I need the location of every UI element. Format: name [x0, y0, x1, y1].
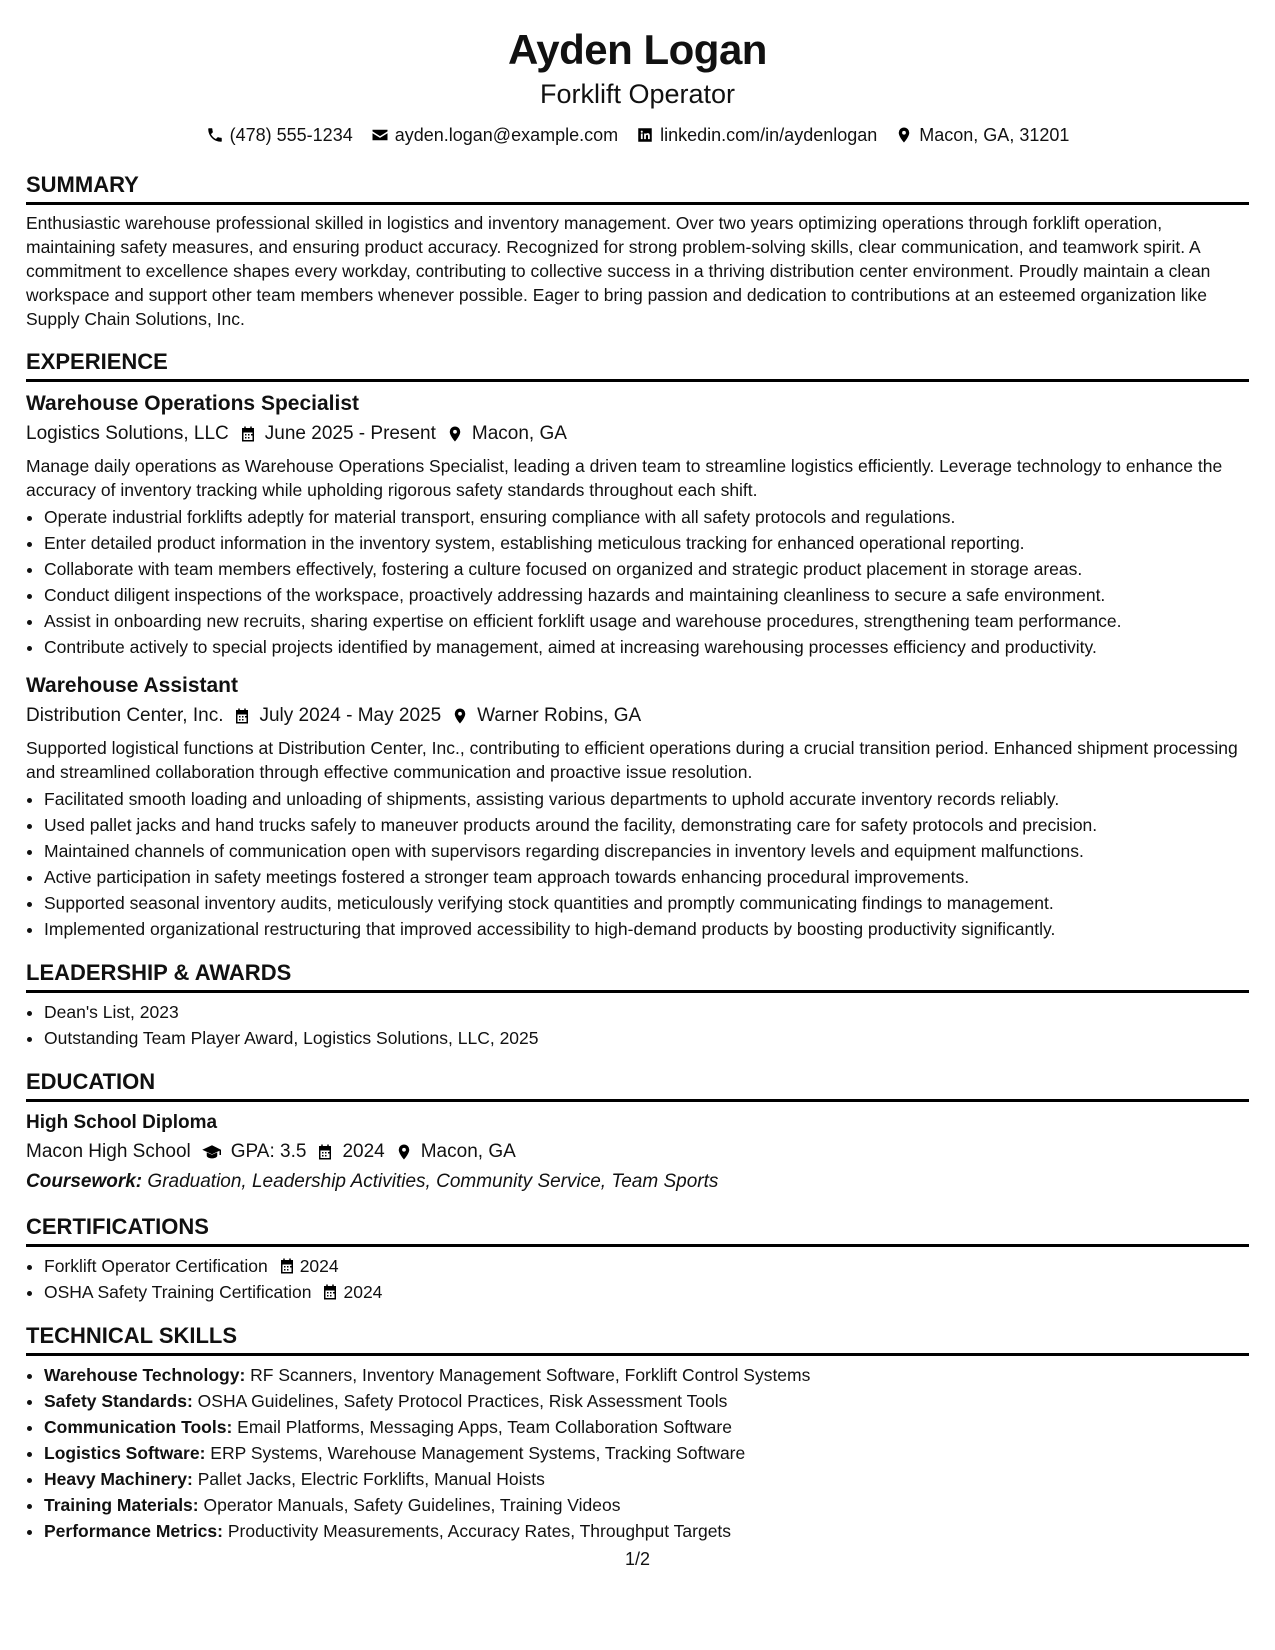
section-title-skills: TECHNICAL SKILLS — [26, 1323, 1249, 1356]
skill-label: Heavy Machinery: — [44, 1469, 193, 1489]
job-title: Warehouse Operations Specialist — [26, 392, 359, 415]
list-item — [44, 1492, 1249, 1518]
skill-value: OSHA Guidelines, Safety Protocol Practices, Risk Assessment Tools — [197, 1391, 728, 1411]
skill-label: Communication Tools: — [44, 1417, 233, 1437]
education-meta — [26, 1138, 1249, 1166]
job-title: Warehouse Assistant — [26, 674, 238, 697]
email-text[interactable]: ayden.logan@example.com — [394, 125, 619, 145]
section-title-summary: SUMMARY — [26, 172, 1249, 205]
job-meta — [26, 702, 1249, 730]
list-item — [44, 1440, 1249, 1466]
cert-name: • OSHA Safety Training Certification — [44, 1282, 312, 1302]
skill-value: Email Platforms, Messaging Apps, Team Collaboration Software — [237, 1417, 732, 1437]
map-pin-icon — [451, 707, 469, 725]
list-item: • Operate industrial forklifts adeptly for material transport, ensuring compliance with all safety protocols and regulations. — [44, 504, 1249, 530]
job-bullets — [26, 504, 1249, 660]
list-item: • Conduct diligent inspections of the workspace, proactively addressing hazards and maintaining cleanliness to secure a safe environment. — [44, 582, 1249, 608]
job-company: Distribution Center, Inc. — [26, 705, 224, 726]
contact-bar — [26, 124, 1249, 146]
job-company: Logistics Solutions, LLC — [26, 423, 229, 444]
list-item: • Maintained channels of communication open with supervisors regarding discrepancies in inventory levels and equipment malfunctions. — [44, 838, 1249, 864]
job-bullets — [26, 786, 1249, 942]
calendar-icon — [233, 707, 251, 725]
candidate-title: Forklift Operator — [539, 79, 736, 109]
calendar-icon — [278, 1257, 296, 1275]
summary-section — [26, 172, 1249, 331]
list-item: • Active participation in safety meetings fostered a stronger team approach towards enhancing procedural improvements. — [44, 864, 1249, 890]
list-item: • Dean's List, 2023 — [44, 999, 1249, 1025]
certifications-list — [26, 1253, 1249, 1305]
calendar-icon — [239, 425, 257, 443]
job-dates: June 2025 - Present — [264, 423, 436, 444]
leadership-list — [26, 999, 1249, 1051]
school-location: Macon, GA — [420, 1141, 516, 1162]
list-item: • Enter detailed product information in the inventory system, establishing meticulous tracking for enhanced operational reporting. — [44, 530, 1249, 556]
cert-name: • Forklift Operator Certification — [44, 1256, 268, 1276]
envelope-icon — [371, 126, 389, 144]
contact-phone — [206, 124, 353, 146]
map-pin-icon — [395, 1143, 413, 1161]
resume-header — [26, 24, 1249, 146]
skill-label: Safety Standards: — [44, 1391, 193, 1411]
list-item: • Facilitated smooth loading and unloading of shipments, assisting various departments to uphold accurate inventory records reliably. — [44, 786, 1249, 812]
contact-email[interactable] — [371, 124, 618, 146]
list-item: • Contribute actively to special projects identified by management, aimed at increasing warehousing processes efficiency and productivity. — [44, 634, 1249, 660]
calendar-icon — [321, 1283, 339, 1301]
linkedin-icon — [636, 126, 654, 144]
skills-list — [26, 1362, 1249, 1544]
cert-year: 2024 — [343, 1282, 383, 1302]
list-item: • Assist in onboarding new recruits, sharing expertise on efficient forklift usage and warehouse procedures, strengthening team performance. — [44, 608, 1249, 634]
section-title-leadership: LEADERSHIP & AWARDS — [26, 960, 1249, 993]
list-item: • Supported seasonal inventory audits, meticulously verifying stock quantities and promptly communicating findings to management. — [44, 890, 1249, 916]
list-item: • Collaborate with team members effectively, fostering a culture focused on organized and strategic product placement in storage areas. — [44, 556, 1249, 582]
list-item — [44, 1466, 1249, 1492]
cert-year: 2024 — [299, 1256, 339, 1276]
contact-linkedin[interactable] — [636, 124, 877, 146]
graduation-cap-icon — [201, 1143, 223, 1161]
list-item — [44, 1414, 1249, 1440]
job-dates: July 2024 - May 2025 — [259, 705, 442, 726]
skill-value: RF Scanners, Inventory Management Software, Forklift Control Systems — [250, 1365, 811, 1385]
list-item: • Implemented organizational restructuring that improved accessibility to high-demand products by boosting productivity significantly. — [44, 916, 1249, 942]
certifications-section — [26, 1214, 1249, 1305]
list-item: • Outstanding Team Player Award, Logistics Solutions, LLC, 2025 — [44, 1025, 1249, 1051]
skill-label: Logistics Software: — [44, 1443, 206, 1463]
map-pin-icon — [895, 126, 913, 144]
degree-title: High School Diploma — [26, 1112, 218, 1133]
skill-label: Training Materials: — [44, 1495, 199, 1515]
skills-section — [26, 1323, 1249, 1544]
map-pin-icon — [446, 425, 464, 443]
skill-value: Productivity Measurements, Accuracy Rates, Throughput Targets — [227, 1521, 732, 1541]
skill-value: ERP Systems, Warehouse Management Systems, Tracking Software — [210, 1443, 746, 1463]
phone-text: (478) 555-1234 — [229, 125, 353, 145]
section-title-experience: EXPERIENCE — [26, 349, 1249, 382]
school-name: Macon High School — [26, 1141, 191, 1162]
graduation-year: 2024 — [342, 1141, 385, 1162]
contact-location — [895, 124, 1069, 146]
education-section — [26, 1069, 1249, 1196]
coursework-text: Graduation, Leadership Activities, Community Service, Team Sports — [147, 1171, 719, 1192]
coursework-label: Coursework: — [26, 1171, 143, 1192]
gpa-text: GPA: 3.5 — [230, 1141, 307, 1162]
page-number: 1/2 — [624, 1549, 651, 1569]
job-location: Macon, GA — [471, 423, 567, 444]
location-text: Macon, GA, 31201 — [919, 125, 1070, 145]
job-location: Warner Robins, GA — [477, 705, 642, 726]
list-item — [44, 1253, 1249, 1279]
skill-label: Warehouse Technology: — [44, 1365, 246, 1385]
list-item — [44, 1362, 1249, 1388]
skill-value: Pallet Jacks, Electric Forklifts, Manual Hoists — [197, 1469, 545, 1489]
calendar-icon — [316, 1143, 334, 1161]
summary-text: Enthusiastic warehouse professional skilled in logistics and inventory management. Over two years optimizing operations through forklift operation, maintaining safety measures, and ensuring product accuracy. Recognized for strong problem-solving skills, clear communication, and teamwork spirit. A commitment to excellence shapes every workday, contributing to collective success in a thriving distribution center environment. Proudly maintain a clean workspace and support other team members whenever possible. Eager to bring passion and dedication to contributions at an esteemed organization like Supply Chain Solutions, Inc. — [26, 213, 1211, 329]
job-meta — [26, 420, 1249, 448]
section-title-education: EDUCATION — [26, 1069, 1249, 1102]
coursework — [26, 1168, 1249, 1196]
list-item: • Used pallet jacks and hand trucks safely to maneuver products around the facility, demonstrating care for safety protocols and precision. — [44, 812, 1249, 838]
job-entry — [26, 672, 1249, 942]
phone-icon — [206, 126, 224, 144]
job-entry — [26, 390, 1249, 660]
candidate-name: Ayden Logan — [508, 26, 767, 73]
skill-label: Performance Metrics: — [44, 1521, 223, 1541]
job-description: Manage daily operations as Warehouse Operations Specialist, leading a driven team to streamline logistics efficiently. Leverage technology to enhance the accuracy of inventory tracking while upholding rigorous safety standards throughout each shift. — [26, 456, 1223, 500]
list-item — [44, 1279, 1249, 1305]
list-item — [44, 1388, 1249, 1414]
leadership-section — [26, 960, 1249, 1051]
experience-section — [26, 349, 1249, 942]
job-description: Supported logistical functions at Distribution Center, Inc., contributing to efficient operations during a crucial transition period. Enhanced shipment processing and streamlined collaboration through effective communication and proactive issue resolution. — [26, 738, 1238, 782]
section-title-certifications: CERTIFICATIONS — [26, 1214, 1249, 1247]
list-item — [44, 1518, 1249, 1544]
linkedin-text[interactable]: linkedin.com/in/aydenlogan — [660, 125, 878, 145]
skill-value: Operator Manuals, Safety Guidelines, Training Videos — [203, 1495, 621, 1515]
